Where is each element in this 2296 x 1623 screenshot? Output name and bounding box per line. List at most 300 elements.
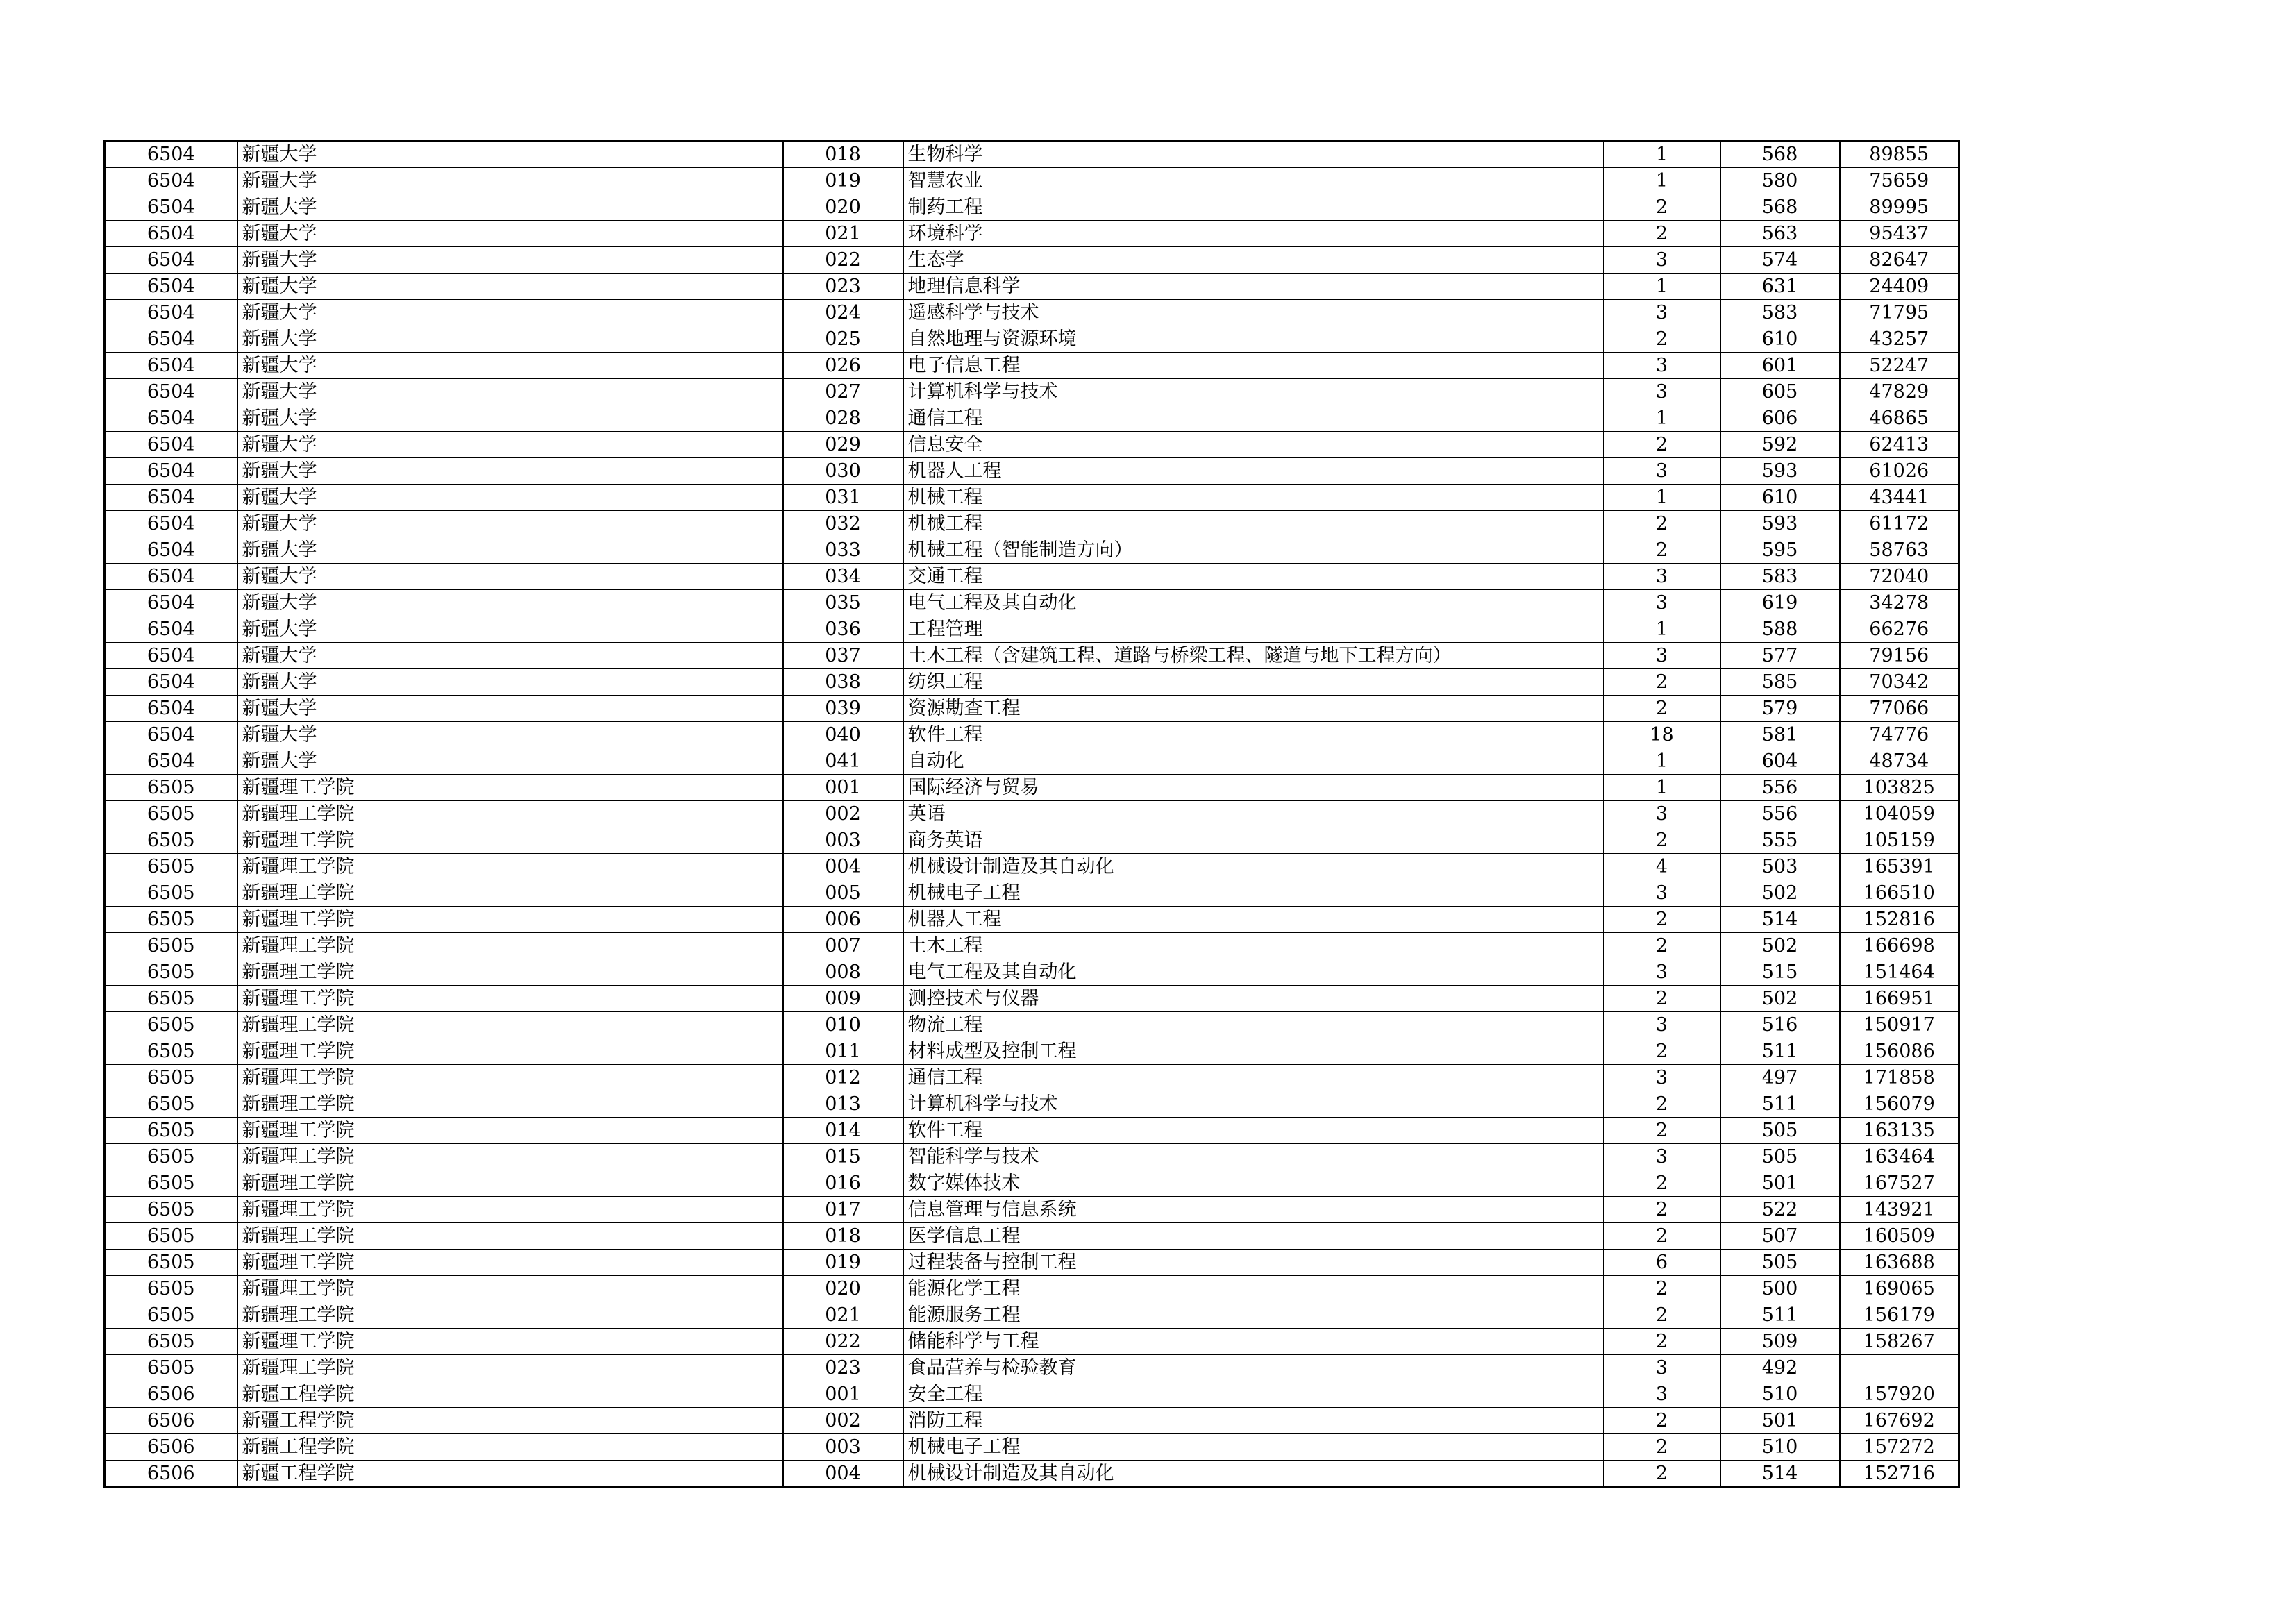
major-name-cell: 地理信息科学	[903, 274, 1604, 300]
school-code-cell: 6505	[105, 1250, 237, 1276]
school-code-cell: 6504	[105, 722, 237, 748]
min-score-cell: 585	[1720, 669, 1840, 696]
min-rank-cell: 104059	[1840, 801, 1959, 827]
plan-count-cell: 2	[1604, 1223, 1720, 1250]
plan-count-cell: 3	[1604, 353, 1720, 379]
table-row	[105, 247, 1959, 274]
min-score-cell: 583	[1720, 300, 1840, 326]
plan-count-cell: 2	[1604, 1170, 1720, 1197]
major-code-cell: 004	[783, 854, 903, 880]
major-name-cell: 通信工程	[903, 1065, 1604, 1091]
major-code-cell: 011	[783, 1038, 903, 1065]
plan-count-cell: 2	[1604, 1197, 1720, 1223]
min-score-cell: 514	[1720, 1461, 1840, 1488]
school-code-cell: 6505	[105, 1065, 237, 1091]
school-code-cell: 6504	[105, 141, 237, 168]
major-code-cell: 019	[783, 168, 903, 194]
major-code-cell: 041	[783, 748, 903, 775]
min-rank-cell: 70342	[1840, 669, 1959, 696]
table-row	[105, 643, 1959, 669]
school-code-cell: 6504	[105, 326, 237, 353]
school-name-cell: 新疆理工学院	[237, 854, 783, 880]
min-score-cell: 516	[1720, 1012, 1840, 1038]
table-row	[105, 801, 1959, 827]
school-name-cell: 新疆大学	[237, 221, 783, 247]
min-rank-cell: 152816	[1840, 907, 1959, 933]
school-name-cell: 新疆大学	[237, 616, 783, 643]
school-name-cell: 新疆大学	[237, 722, 783, 748]
table-row	[105, 1144, 1959, 1170]
school-name-cell: 新疆大学	[237, 247, 783, 274]
school-code-cell: 6505	[105, 959, 237, 986]
major-name-cell: 土木工程	[903, 933, 1604, 959]
major-code-cell: 010	[783, 1012, 903, 1038]
plan-count-cell: 2	[1604, 696, 1720, 722]
plan-count-cell: 3	[1604, 1065, 1720, 1091]
school-name-cell: 新疆大学	[237, 458, 783, 485]
major-name-cell: 信息管理与信息系统	[903, 1197, 1604, 1223]
school-code-cell: 6506	[105, 1381, 237, 1408]
min-score-cell: 580	[1720, 168, 1840, 194]
major-name-cell: 储能科学与工程	[903, 1329, 1604, 1355]
min-score-cell: 583	[1720, 564, 1840, 590]
min-score-cell: 610	[1720, 326, 1840, 353]
table-row	[105, 353, 1959, 379]
table-row	[105, 722, 1959, 748]
table-row	[105, 511, 1959, 537]
major-name-cell: 资源勘查工程	[903, 696, 1604, 722]
table-row	[105, 326, 1959, 353]
plan-count-cell: 2	[1604, 1276, 1720, 1302]
table-row	[105, 274, 1959, 300]
major-name-cell: 机械电子工程	[903, 1434, 1604, 1461]
min-rank-cell: 163135	[1840, 1118, 1959, 1144]
school-code-cell: 6506	[105, 1434, 237, 1461]
major-code-cell: 022	[783, 1329, 903, 1355]
table-row	[105, 1012, 1959, 1038]
min-rank-cell: 167527	[1840, 1170, 1959, 1197]
table-row	[105, 1355, 1959, 1381]
school-name-cell: 新疆大学	[237, 511, 783, 537]
school-code-cell: 6505	[105, 1170, 237, 1197]
major-code-cell: 020	[783, 194, 903, 221]
min-score-cell: 511	[1720, 1091, 1840, 1118]
school-code-cell: 6504	[105, 353, 237, 379]
min-rank-cell: 24409	[1840, 274, 1959, 300]
major-name-cell: 纺织工程	[903, 669, 1604, 696]
min-score-cell: 505	[1720, 1118, 1840, 1144]
school-code-cell: 6505	[105, 1038, 237, 1065]
min-rank-cell: 156086	[1840, 1038, 1959, 1065]
plan-count-cell: 2	[1604, 1302, 1720, 1329]
major-name-cell: 机械电子工程	[903, 880, 1604, 907]
school-name-cell: 新疆理工学院	[237, 827, 783, 854]
school-name-cell: 新疆理工学院	[237, 1038, 783, 1065]
school-code-cell: 6505	[105, 880, 237, 907]
min-rank-cell: 165391	[1840, 854, 1959, 880]
school-code-cell: 6505	[105, 1012, 237, 1038]
major-name-cell: 电子信息工程	[903, 353, 1604, 379]
table-row	[105, 696, 1959, 722]
plan-count-cell: 2	[1604, 511, 1720, 537]
school-name-cell: 新疆工程学院	[237, 1434, 783, 1461]
min-score-cell: 505	[1720, 1144, 1840, 1170]
plan-count-cell: 3	[1604, 564, 1720, 590]
min-score-cell: 501	[1720, 1408, 1840, 1434]
min-rank-cell: 156079	[1840, 1091, 1959, 1118]
major-name-cell: 计算机科学与技术	[903, 1091, 1604, 1118]
min-rank-cell: 71795	[1840, 300, 1959, 326]
major-code-cell: 033	[783, 537, 903, 564]
plan-count-cell: 2	[1604, 1329, 1720, 1355]
major-code-cell: 024	[783, 300, 903, 326]
school-name-cell: 新疆理工学院	[237, 1302, 783, 1329]
school-name-cell: 新疆工程学院	[237, 1381, 783, 1408]
plan-count-cell: 3	[1604, 1381, 1720, 1408]
min-score-cell: 514	[1720, 907, 1840, 933]
table-row	[105, 1461, 1959, 1488]
plan-count-cell: 2	[1604, 907, 1720, 933]
min-rank-cell: 166698	[1840, 933, 1959, 959]
major-code-cell: 025	[783, 326, 903, 353]
plan-count-cell: 3	[1604, 880, 1720, 907]
min-score-cell: 497	[1720, 1065, 1840, 1091]
major-name-cell: 机器人工程	[903, 458, 1604, 485]
major-name-cell: 环境科学	[903, 221, 1604, 247]
major-name-cell: 交通工程	[903, 564, 1604, 590]
major-code-cell: 016	[783, 1170, 903, 1197]
min-score-cell: 588	[1720, 616, 1840, 643]
plan-count-cell: 1	[1604, 274, 1720, 300]
major-code-cell: 003	[783, 827, 903, 854]
min-rank-cell: 89855	[1840, 141, 1959, 168]
school-name-cell: 新疆大学	[237, 669, 783, 696]
table-row	[105, 1038, 1959, 1065]
school-name-cell: 新疆大学	[237, 274, 783, 300]
plan-count-cell: 2	[1604, 432, 1720, 458]
plan-count-cell: 3	[1604, 247, 1720, 274]
plan-count-cell: 2	[1604, 933, 1720, 959]
school-code-cell: 6504	[105, 168, 237, 194]
plan-count-cell: 1	[1604, 616, 1720, 643]
table-row	[105, 1434, 1959, 1461]
school-name-cell: 新疆理工学院	[237, 1223, 783, 1250]
major-name-cell: 土木工程（含建筑工程、道路与桥梁工程、隧道与地下工程方向）	[903, 643, 1604, 669]
school-code-cell: 6505	[105, 907, 237, 933]
major-name-cell: 自然地理与资源环境	[903, 326, 1604, 353]
table-row	[105, 194, 1959, 221]
plan-count-cell: 1	[1604, 405, 1720, 432]
school-name-cell: 新疆理工学院	[237, 1197, 783, 1223]
school-code-cell: 6504	[105, 748, 237, 775]
min-rank-cell: 66276	[1840, 616, 1959, 643]
school-name-cell: 新疆大学	[237, 141, 783, 168]
min-rank-cell: 169065	[1840, 1276, 1959, 1302]
plan-count-cell: 3	[1604, 379, 1720, 405]
school-name-cell: 新疆大学	[237, 168, 783, 194]
plan-count-cell: 1	[1604, 168, 1720, 194]
school-name-cell: 新疆理工学院	[237, 880, 783, 907]
school-code-cell: 6505	[105, 1329, 237, 1355]
major-name-cell: 自动化	[903, 748, 1604, 775]
school-code-cell: 6505	[105, 1118, 237, 1144]
school-code-cell: 6504	[105, 669, 237, 696]
min-score-cell: 502	[1720, 986, 1840, 1012]
major-code-cell: 030	[783, 458, 903, 485]
major-code-cell: 029	[783, 432, 903, 458]
school-name-cell: 新疆理工学院	[237, 986, 783, 1012]
table-row	[105, 1329, 1959, 1355]
plan-count-cell: 1	[1604, 141, 1720, 168]
school-code-cell: 6505	[105, 1302, 237, 1329]
school-code-cell: 6504	[105, 537, 237, 564]
major-name-cell: 机械工程（智能制造方向）	[903, 537, 1604, 564]
major-name-cell: 测控技术与仪器	[903, 986, 1604, 1012]
min-score-cell: 505	[1720, 1250, 1840, 1276]
min-score-cell: 595	[1720, 537, 1840, 564]
min-rank-cell: 77066	[1840, 696, 1959, 722]
school-code-cell: 6504	[105, 511, 237, 537]
major-name-cell: 物流工程	[903, 1012, 1604, 1038]
table-row	[105, 748, 1959, 775]
major-name-cell: 数字媒体技术	[903, 1170, 1604, 1197]
school-name-cell: 新疆大学	[237, 696, 783, 722]
table-row	[105, 485, 1959, 511]
school-code-cell: 6504	[105, 590, 237, 616]
table-row	[105, 537, 1959, 564]
min-rank-cell: 152716	[1840, 1461, 1959, 1488]
plan-count-cell: 3	[1604, 1144, 1720, 1170]
min-rank-cell: 150917	[1840, 1012, 1959, 1038]
major-name-cell: 过程装备与控制工程	[903, 1250, 1604, 1276]
min-score-cell: 563	[1720, 221, 1840, 247]
min-score-cell: 503	[1720, 854, 1840, 880]
major-name-cell: 医学信息工程	[903, 1223, 1604, 1250]
school-code-cell: 6504	[105, 194, 237, 221]
major-name-cell: 软件工程	[903, 1118, 1604, 1144]
table-row	[105, 168, 1959, 194]
plan-count-cell: 3	[1604, 300, 1720, 326]
table-row	[105, 141, 1959, 168]
min-rank-cell: 52247	[1840, 353, 1959, 379]
major-name-cell: 电气工程及其自动化	[903, 959, 1604, 986]
min-rank-cell: 160509	[1840, 1223, 1959, 1250]
school-code-cell: 6505	[105, 1276, 237, 1302]
min-score-cell: 509	[1720, 1329, 1840, 1355]
major-code-cell: 001	[783, 1381, 903, 1408]
school-name-cell: 新疆理工学院	[237, 1065, 783, 1091]
min-rank-cell: 103825	[1840, 775, 1959, 801]
major-name-cell: 通信工程	[903, 405, 1604, 432]
min-rank-cell: 163688	[1840, 1250, 1959, 1276]
min-rank-cell: 43257	[1840, 326, 1959, 353]
school-name-cell: 新疆大学	[237, 353, 783, 379]
min-score-cell: 511	[1720, 1302, 1840, 1329]
major-code-cell: 020	[783, 1276, 903, 1302]
school-name-cell: 新疆理工学院	[237, 959, 783, 986]
min-rank-cell: 61026	[1840, 458, 1959, 485]
major-code-cell: 005	[783, 880, 903, 907]
major-name-cell: 消防工程	[903, 1408, 1604, 1434]
min-score-cell: 579	[1720, 696, 1840, 722]
min-rank-cell: 47829	[1840, 379, 1959, 405]
school-code-cell: 6504	[105, 247, 237, 274]
table-row	[105, 1381, 1959, 1408]
min-score-cell: 555	[1720, 827, 1840, 854]
school-name-cell: 新疆理工学院	[237, 1250, 783, 1276]
plan-count-cell: 2	[1604, 1461, 1720, 1488]
table-row	[105, 1197, 1959, 1223]
major-name-cell: 机器人工程	[903, 907, 1604, 933]
major-name-cell: 制药工程	[903, 194, 1604, 221]
table-row	[105, 616, 1959, 643]
school-name-cell: 新疆理工学院	[237, 933, 783, 959]
table-row	[105, 1250, 1959, 1276]
plan-count-cell: 2	[1604, 1408, 1720, 1434]
school-name-cell: 新疆理工学院	[237, 1276, 783, 1302]
major-code-cell: 038	[783, 669, 903, 696]
major-name-cell: 食品营养与检验教育	[903, 1355, 1604, 1381]
plan-count-cell: 4	[1604, 854, 1720, 880]
min-rank-cell: 34278	[1840, 590, 1959, 616]
table-row	[105, 880, 1959, 907]
major-code-cell: 039	[783, 696, 903, 722]
table-row	[105, 300, 1959, 326]
school-name-cell: 新疆理工学院	[237, 907, 783, 933]
min-score-cell: 510	[1720, 1381, 1840, 1408]
major-code-cell: 037	[783, 643, 903, 669]
min-rank-cell: 166951	[1840, 986, 1959, 1012]
school-code-cell: 6504	[105, 643, 237, 669]
table-row	[105, 458, 1959, 485]
min-score-cell: 593	[1720, 511, 1840, 537]
table-row	[105, 775, 1959, 801]
plan-count-cell: 3	[1604, 801, 1720, 827]
major-name-cell: 能源服务工程	[903, 1302, 1604, 1329]
school-name-cell: 新疆理工学院	[237, 801, 783, 827]
school-code-cell: 6504	[105, 616, 237, 643]
school-code-cell: 6504	[105, 485, 237, 511]
school-name-cell: 新疆大学	[237, 748, 783, 775]
major-code-cell: 031	[783, 485, 903, 511]
school-code-cell: 6505	[105, 986, 237, 1012]
major-name-cell: 电气工程及其自动化	[903, 590, 1604, 616]
min-score-cell: 500	[1720, 1276, 1840, 1302]
min-rank-cell: 171858	[1840, 1065, 1959, 1091]
table-body	[105, 141, 1959, 1488]
major-code-cell: 001	[783, 775, 903, 801]
min-rank-cell: 61172	[1840, 511, 1959, 537]
major-name-cell: 英语	[903, 801, 1604, 827]
major-name-cell: 智慧农业	[903, 168, 1604, 194]
min-rank-cell	[1840, 1355, 1959, 1381]
table-row	[105, 405, 1959, 432]
school-code-cell: 6505	[105, 801, 237, 827]
major-code-cell: 021	[783, 1302, 903, 1329]
school-code-cell: 6505	[105, 1197, 237, 1223]
major-code-cell: 009	[783, 986, 903, 1012]
school-code-cell: 6504	[105, 221, 237, 247]
major-code-cell: 015	[783, 1144, 903, 1170]
min-rank-cell: 82647	[1840, 247, 1959, 274]
plan-count-cell: 3	[1604, 643, 1720, 669]
plan-count-cell: 2	[1604, 986, 1720, 1012]
school-code-cell: 6504	[105, 432, 237, 458]
min-score-cell: 522	[1720, 1197, 1840, 1223]
table-row	[105, 1276, 1959, 1302]
table-row	[105, 1091, 1959, 1118]
school-name-cell: 新疆理工学院	[237, 1170, 783, 1197]
table-row	[105, 1065, 1959, 1091]
min-rank-cell: 166510	[1840, 880, 1959, 907]
plan-count-cell: 2	[1604, 1091, 1720, 1118]
table-row	[105, 590, 1959, 616]
school-code-cell: 6504	[105, 405, 237, 432]
min-score-cell: 581	[1720, 722, 1840, 748]
school-code-cell: 6504	[105, 379, 237, 405]
min-rank-cell: 62413	[1840, 432, 1959, 458]
min-score-cell: 593	[1720, 458, 1840, 485]
min-rank-cell: 105159	[1840, 827, 1959, 854]
min-rank-cell: 157920	[1840, 1381, 1959, 1408]
school-code-cell: 6505	[105, 1355, 237, 1381]
school-name-cell: 新疆理工学院	[237, 1118, 783, 1144]
major-name-cell: 机械工程	[903, 511, 1604, 537]
min-rank-cell: 163464	[1840, 1144, 1959, 1170]
min-score-cell: 606	[1720, 405, 1840, 432]
min-score-cell: 619	[1720, 590, 1840, 616]
table-row	[105, 1302, 1959, 1329]
min-rank-cell: 89995	[1840, 194, 1959, 221]
school-code-cell: 6505	[105, 775, 237, 801]
school-code-cell: 6504	[105, 696, 237, 722]
school-name-cell: 新疆大学	[237, 194, 783, 221]
major-name-cell: 安全工程	[903, 1381, 1604, 1408]
min-rank-cell: 79156	[1840, 643, 1959, 669]
table-row	[105, 1170, 1959, 1197]
major-code-cell: 035	[783, 590, 903, 616]
school-name-cell: 新疆大学	[237, 537, 783, 564]
school-name-cell: 新疆大学	[237, 405, 783, 432]
min-score-cell: 501	[1720, 1170, 1840, 1197]
min-score-cell: 492	[1720, 1355, 1840, 1381]
school-code-cell: 6504	[105, 458, 237, 485]
school-name-cell: 新疆大学	[237, 326, 783, 353]
school-name-cell: 新疆大学	[237, 379, 783, 405]
major-name-cell: 计算机科学与技术	[903, 379, 1604, 405]
min-rank-cell: 74776	[1840, 722, 1959, 748]
table-row	[105, 432, 1959, 458]
min-score-cell: 568	[1720, 194, 1840, 221]
major-name-cell: 机械工程	[903, 485, 1604, 511]
major-code-cell: 019	[783, 1250, 903, 1276]
school-name-cell: 新疆理工学院	[237, 1329, 783, 1355]
table-row	[105, 986, 1959, 1012]
major-code-cell: 014	[783, 1118, 903, 1144]
plan-count-cell: 2	[1604, 1118, 1720, 1144]
min-rank-cell: 75659	[1840, 168, 1959, 194]
major-code-cell: 012	[783, 1065, 903, 1091]
plan-count-cell: 2	[1604, 221, 1720, 247]
major-name-cell: 遥感科学与技术	[903, 300, 1604, 326]
school-code-cell: 6504	[105, 300, 237, 326]
school-name-cell: 新疆大学	[237, 432, 783, 458]
school-code-cell: 6505	[105, 1144, 237, 1170]
plan-count-cell: 1	[1604, 748, 1720, 775]
major-code-cell: 002	[783, 801, 903, 827]
table-row	[105, 959, 1959, 986]
min-score-cell: 556	[1720, 801, 1840, 827]
